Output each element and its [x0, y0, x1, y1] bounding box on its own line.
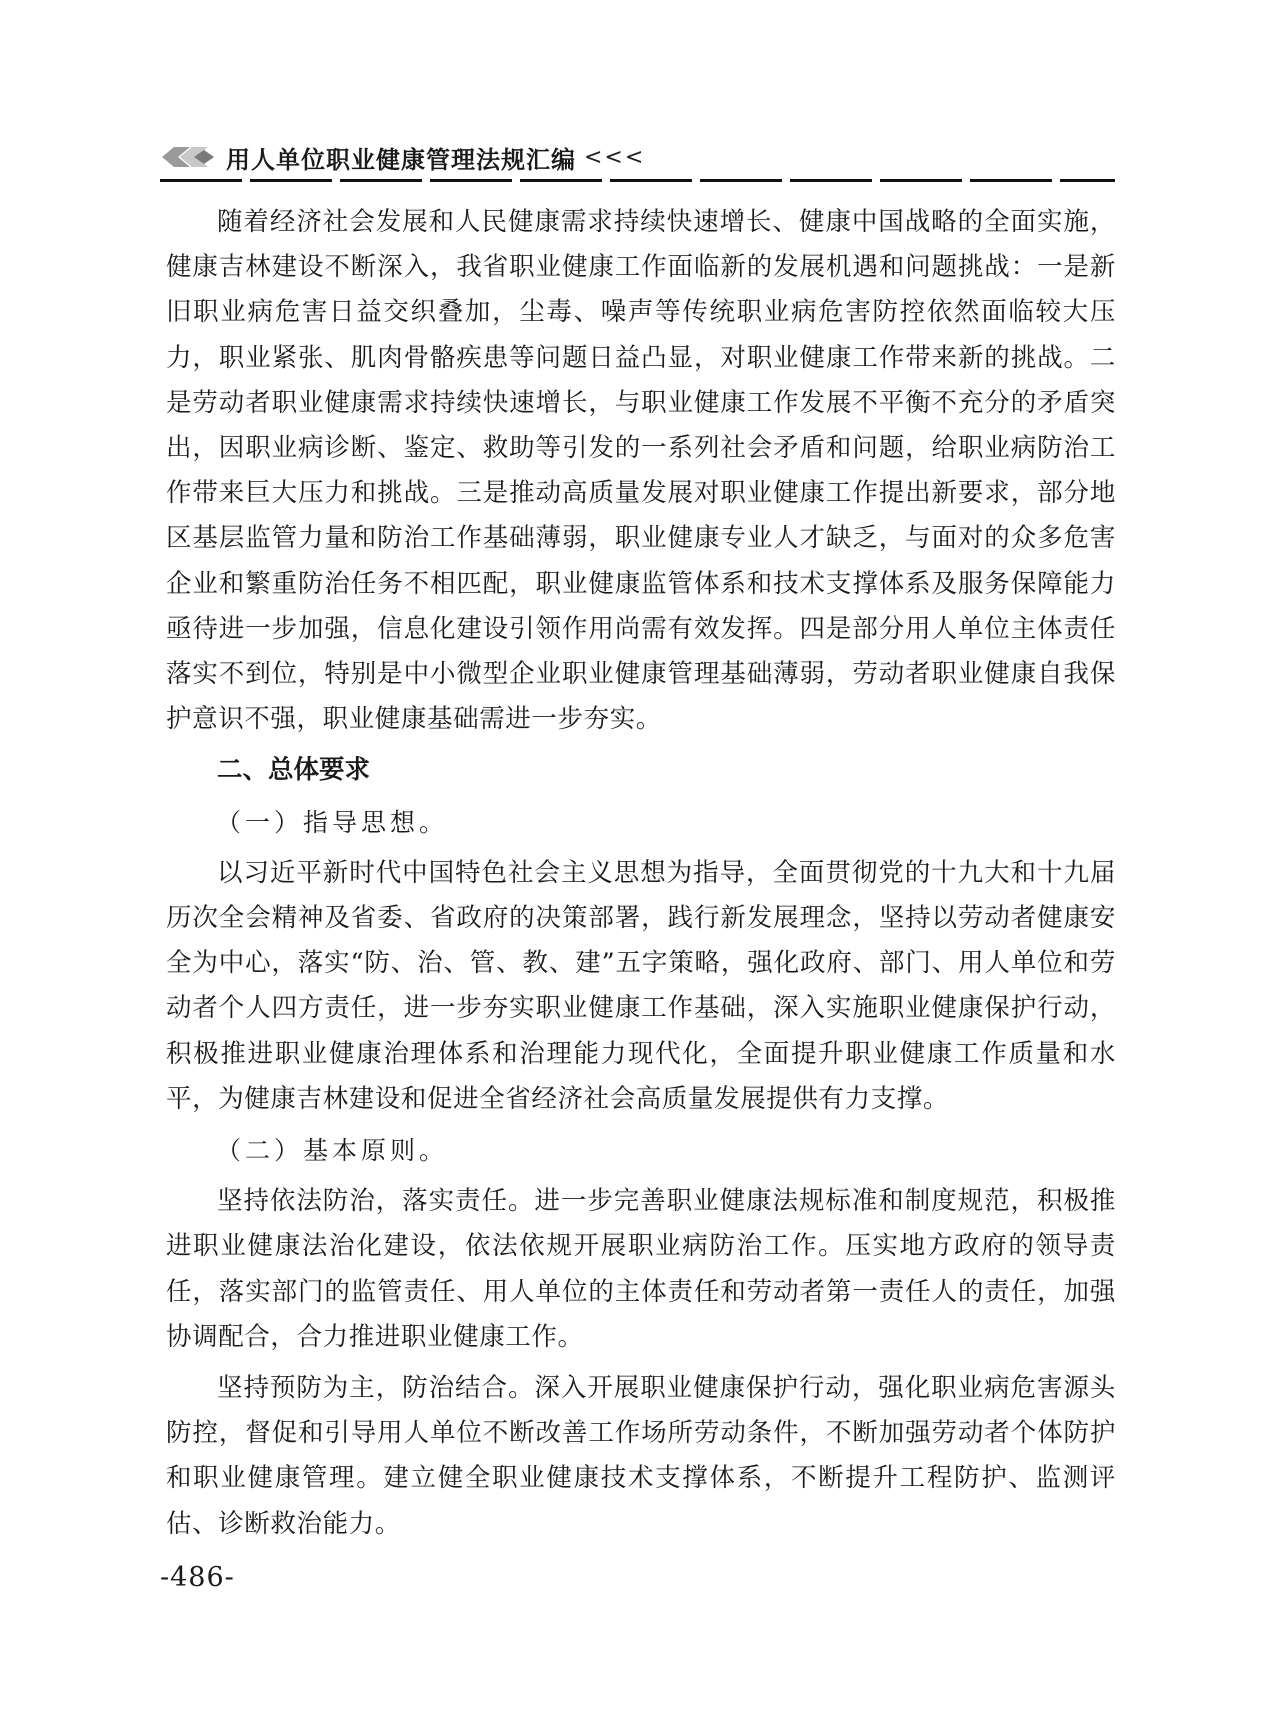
- double-arrow-icon: [160, 144, 216, 170]
- section-heading-overall-requirements: 二、总体要求: [217, 755, 371, 786]
- page-number: -486-: [160, 1562, 235, 1593]
- page-body: [166, 200, 1116, 1547]
- book-title: 用人单位职业健康管理法规汇编: [226, 145, 576, 174]
- paragraph-challenges: 随着经济社会发展和人民健康需求持续快速增长、健康中国战略的全面实施，健康吉林建设不断深入，我省职业健康工作面临新的发展机遇和问题挑战：一是新旧职业病危害日益交织叠加，尘毒、噪声等传统职业病危害防控依然面临较大压力，职业紧张、肌肉骨骼疾患等问题日益凸显，对职业健康工作带来新的挑战。二是劳动者职业健康需求持续快速增长，与职业健康工作发展不平衡不充分的矛盾突出，因职业病诊断、鉴定、救助等引发的一系列社会矛盾和问题，给职业病防治工作带来巨大压力和挑战。三是推动高质量发展对职业健康工作提出新要求，部分地区基层监管力量和防治工作基础薄弱，职业健康专业人才缺乏，与面对的众多危害企业和繁重防治任务不相匹配，职业健康监管体系和技术支撑体系及服务保障能力亟待进一步加强，信息化建设引领作用尚需有效发挥。四是部分用人单位主体责任落实不到位，特别是中小微型企业职业健康管理基础薄弱，劳动者职业健康自我保护意识不强，职业健康基础需进一步夯实。: [166, 207, 1116, 735]
- running-header: [160, 140, 645, 174]
- header-chevrons: <<<: [584, 144, 646, 170]
- subheading-basic-principles: （二）基本原则。: [216, 1136, 449, 1166]
- subheading-guiding-ideology: （一）指导思想。: [216, 807, 449, 837]
- paragraph-principle-legal: 坚持依法防治，落实责任。进一步完善职业健康法规标准和制度规范，积极推进职业健康法治化建设，依法依规开展职业病防治工作。压实地方政府的领导责任，落实部门的监管责任、用人单位的主体责任和劳动者第一责任人的责任，加强协调配合，合力推进职业健康工作。: [166, 1186, 1116, 1352]
- header-divider: [160, 179, 1115, 182]
- paragraph-principle-prevention: 坚持预防为主，防治结合。深入开展职业健康保护行动，强化职业病危害源头防控，督促和引导用人单位不断改善工作场所劳动条件，不断加强劳动者个体防护和职业健康管理。建立健全职业健康技术支撑体系，不断提升工程防护、监测评估、诊断救治能力。: [166, 1373, 1116, 1539]
- paragraph-guiding-ideology: 以习近平新时代中国特色社会主义思想为指导，全面贯彻党的十九大和十九届历次全会精神及省委、省政府的决策部署，践行新发展理念，坚持以劳动者健康安全为中心，落实“防、治、管、教、建”五字策略，强化政府、部门、用人单位和劳动者个人四方责任，进一步夯实职业健康工作基础，深入实施职业健康保护行动，积极推进职业健康治理体系和治理能力现代化，全面提升职业健康工作质量和水平，为健康吉林建设和促进全省经济社会高质量发展提供有力支撑。: [166, 857, 1116, 1114]
